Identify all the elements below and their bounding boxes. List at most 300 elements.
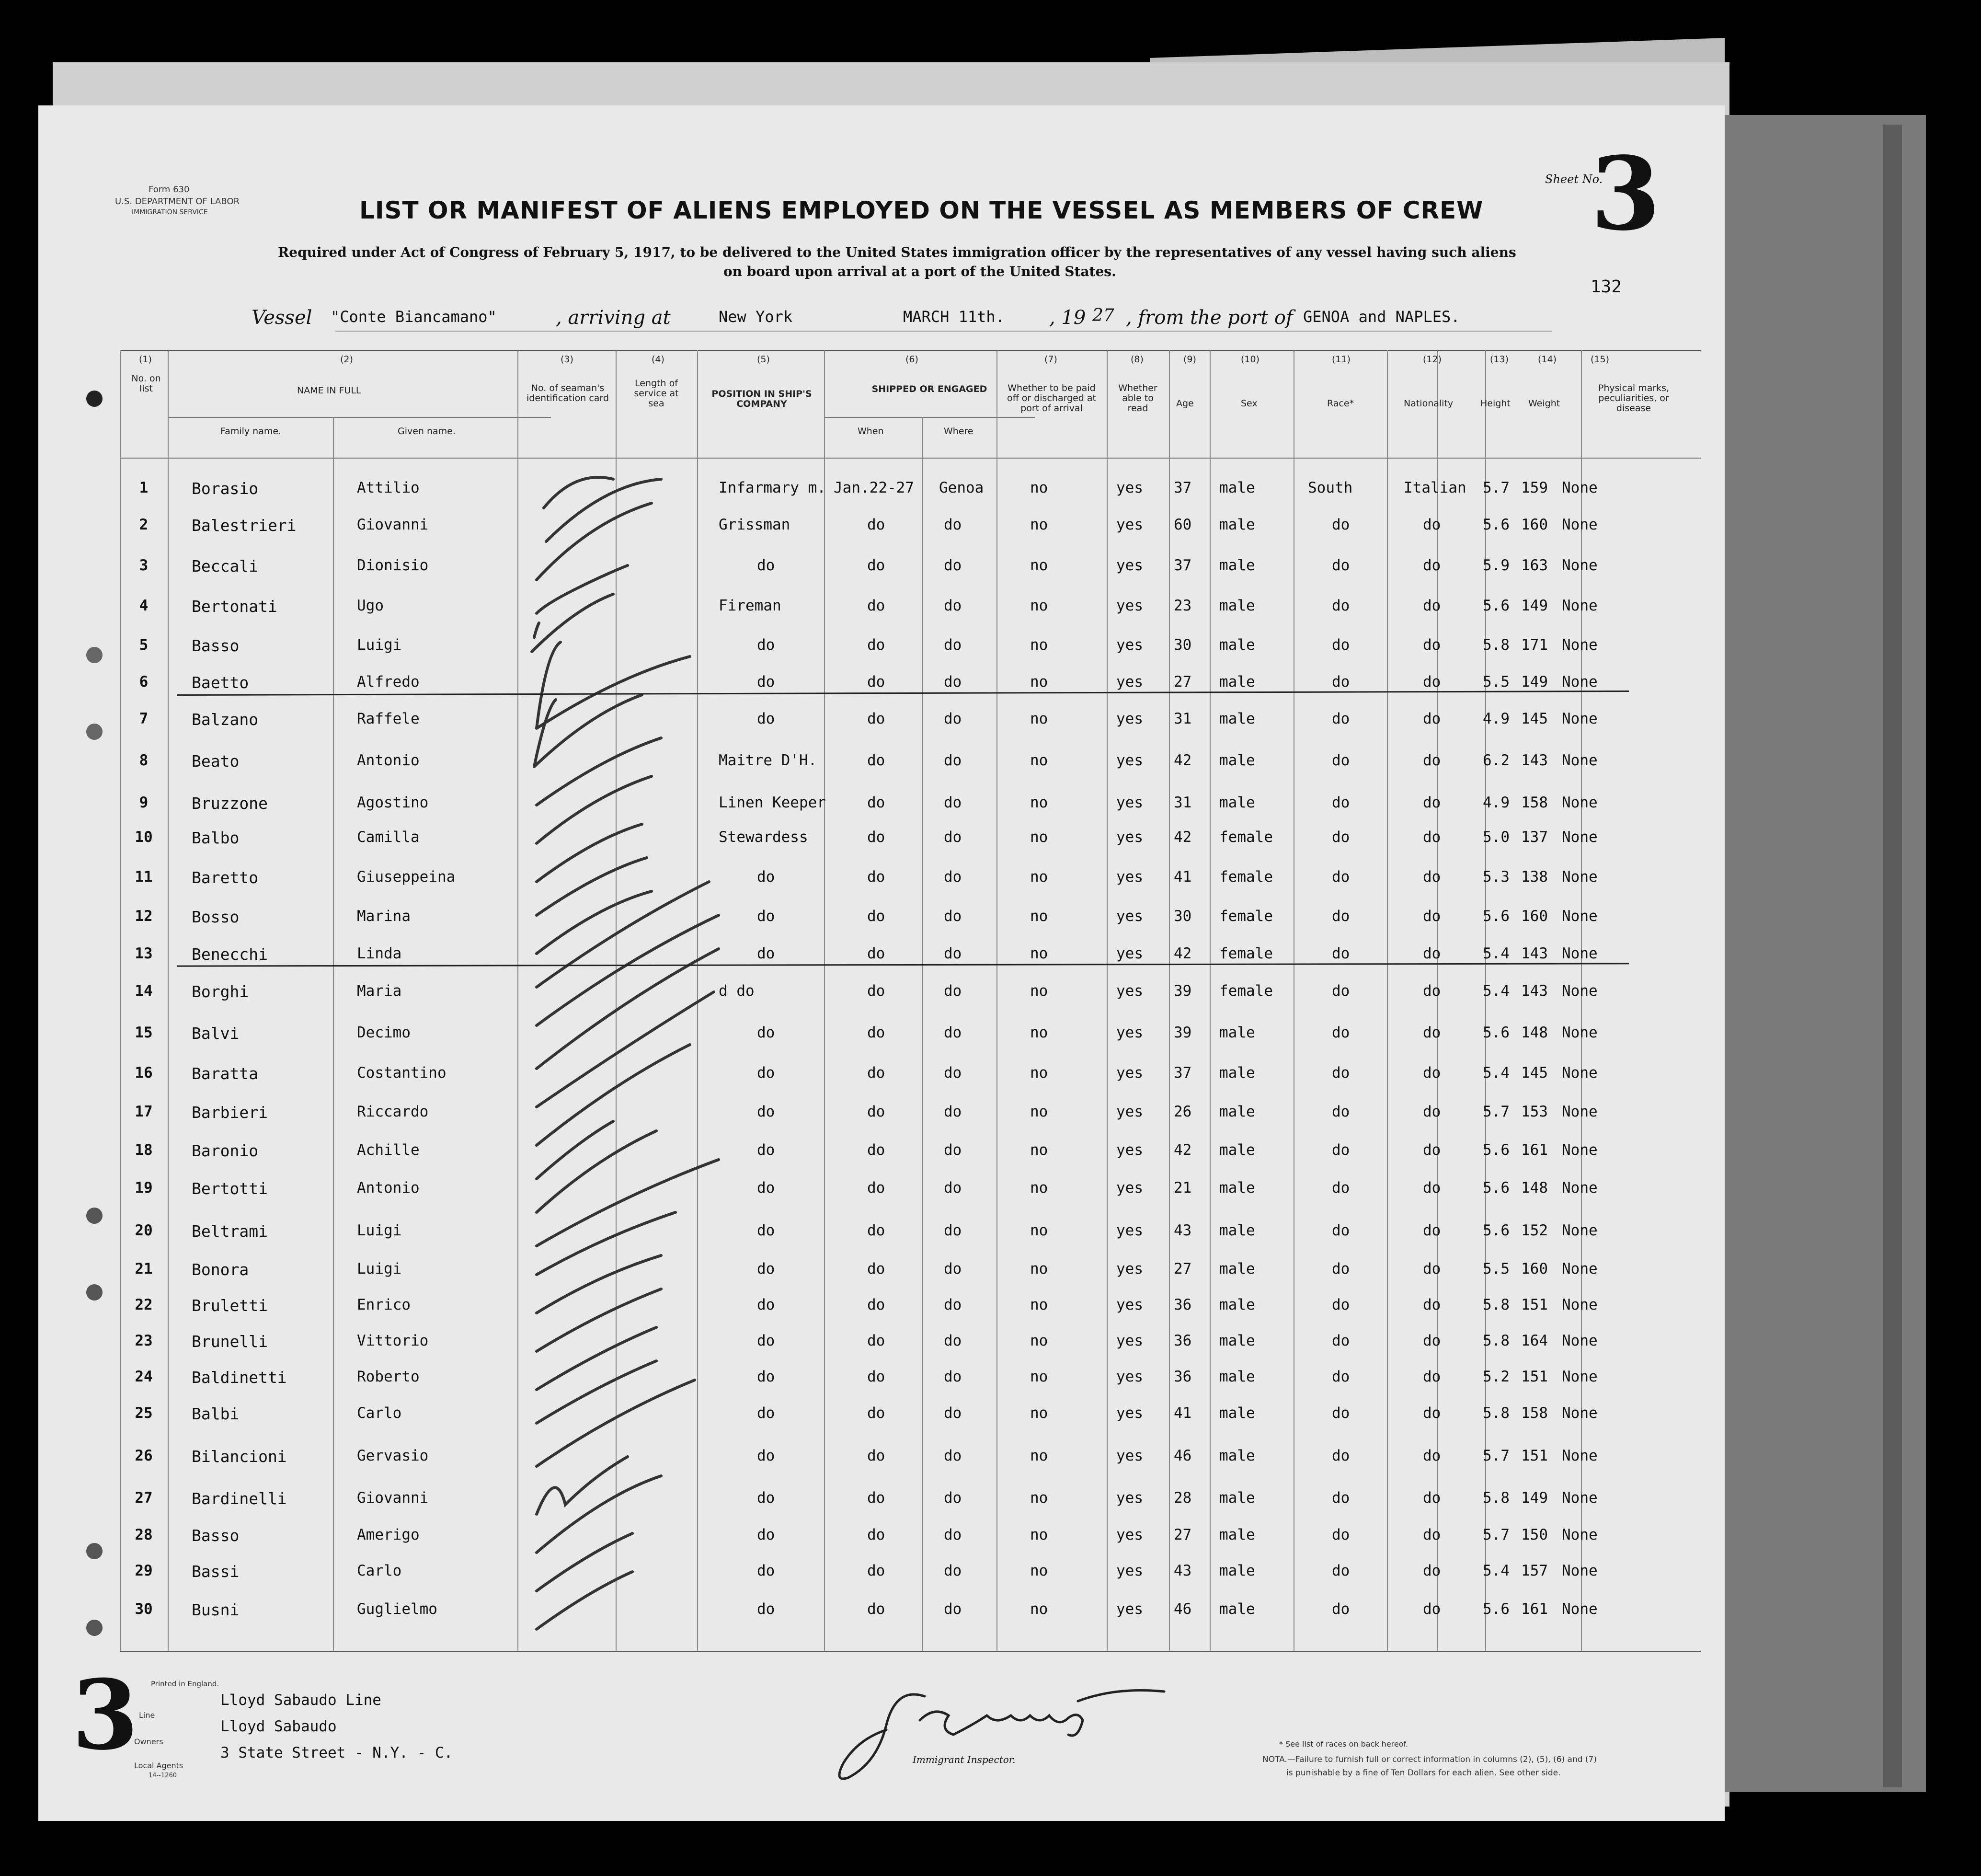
- physical-marks: None: [1562, 636, 1598, 654]
- able-to-read: yes: [1116, 908, 1143, 925]
- race: do: [1332, 1024, 1350, 1041]
- col-num: (2): [340, 354, 353, 365]
- manifest-page: [38, 105, 1725, 1821]
- weight: 149: [1521, 1489, 1548, 1507]
- nationality: do: [1423, 1260, 1441, 1278]
- position: Infarmary m.: [719, 479, 826, 496]
- position: do: [757, 1064, 775, 1082]
- race: do: [1332, 1404, 1350, 1422]
- given-name: Luigi: [357, 1222, 402, 1239]
- family-name: Basso: [192, 636, 240, 655]
- height: 5.6: [1483, 908, 1510, 925]
- position: do: [757, 945, 775, 962]
- nationality: do: [1423, 982, 1441, 1000]
- row-number: 8: [139, 752, 149, 769]
- given-name: Marina: [357, 908, 411, 925]
- punch-hole: [86, 724, 103, 740]
- height: 5.2: [1483, 1368, 1510, 1385]
- family-name: Balvi: [192, 1024, 240, 1043]
- family-name: Balzano: [192, 710, 259, 729]
- sex: male: [1219, 516, 1255, 533]
- col-num: (7): [1044, 354, 1057, 365]
- family-name: Bardinelli: [192, 1489, 287, 1508]
- shipped-where: do: [944, 1600, 962, 1618]
- weight: 158: [1521, 794, 1548, 811]
- able-to-read: yes: [1116, 516, 1143, 533]
- able-to-read: yes: [1116, 1064, 1143, 1082]
- shipped-when: do: [867, 868, 885, 886]
- position: d do: [719, 982, 755, 1000]
- position: do: [757, 1103, 775, 1120]
- paid-off: no: [1030, 636, 1048, 654]
- age: 41: [1174, 868, 1192, 886]
- sex: male: [1219, 794, 1255, 811]
- paid-off: no: [1030, 1222, 1048, 1239]
- header-race: Race*: [1327, 398, 1354, 409]
- line-label: Line: [139, 1711, 155, 1720]
- paid-off: no: [1030, 557, 1048, 574]
- header-bottom-rule: [120, 458, 1701, 459]
- row-number: 12: [135, 908, 153, 925]
- paid-off: no: [1030, 868, 1048, 886]
- weight: 143: [1521, 945, 1548, 962]
- arriving-port: New York: [719, 308, 793, 326]
- family-name: Balbo: [192, 829, 240, 847]
- shipped-where: Genoa: [939, 479, 984, 496]
- shipped-where: do: [944, 636, 962, 654]
- age: 43: [1174, 1562, 1192, 1579]
- family-name: Baratta: [192, 1064, 259, 1083]
- shipped-when: do: [867, 1368, 885, 1385]
- physical-marks: None: [1562, 1368, 1598, 1385]
- paid-off: no: [1030, 516, 1048, 533]
- header-age: Age: [1176, 398, 1194, 409]
- age: 42: [1174, 1141, 1192, 1159]
- able-to-read: yes: [1116, 1404, 1143, 1422]
- physical-marks: None: [1562, 945, 1598, 962]
- able-to-read: yes: [1116, 982, 1143, 1000]
- service: IMMIGRATION SERVICE: [132, 208, 208, 216]
- given-name: Raffele: [357, 710, 420, 727]
- nationality: do: [1423, 557, 1441, 574]
- able-to-read: yes: [1116, 710, 1143, 727]
- given-name: Agostino: [357, 794, 429, 811]
- position: do: [757, 1447, 775, 1464]
- header-family-name: Family name.: [220, 426, 282, 437]
- shipped-where: do: [944, 516, 962, 533]
- given-name: Giovanni: [357, 1489, 429, 1507]
- given-name: Guglielmo: [357, 1600, 437, 1618]
- race: do: [1332, 1368, 1350, 1385]
- family-name: Beltrami: [192, 1222, 268, 1241]
- physical-marks: None: [1562, 1526, 1598, 1543]
- family-name: Barbieri: [192, 1103, 268, 1122]
- col-rule: [922, 417, 923, 1651]
- given-name: Gervasio: [357, 1447, 429, 1464]
- sex: male: [1219, 1368, 1255, 1385]
- given-name: Carlo: [357, 1562, 402, 1579]
- voyage-underline: [335, 331, 1552, 332]
- physical-marks: None: [1562, 1296, 1598, 1313]
- able-to-read: yes: [1116, 1332, 1143, 1349]
- shipped-subrule: [824, 417, 1035, 418]
- height: 5.4: [1483, 945, 1510, 962]
- height: 5.3: [1483, 868, 1510, 886]
- shipped-where: do: [944, 1368, 962, 1385]
- given-name: Carlo: [357, 1404, 402, 1422]
- row-strikethrough: [177, 963, 1629, 967]
- age: 37: [1174, 557, 1192, 574]
- given-name: Linda: [357, 945, 402, 962]
- inspector-label: Immigrant Inspector.: [913, 1754, 1016, 1765]
- shipped-when: do: [867, 1332, 885, 1349]
- weight: 148: [1521, 1179, 1548, 1197]
- weight: 160: [1521, 1260, 1548, 1278]
- nationality: do: [1423, 1141, 1441, 1159]
- col-num: (4): [652, 354, 664, 365]
- col-rule: [120, 350, 121, 1651]
- age: 39: [1174, 982, 1192, 1000]
- row-number: 17: [135, 1103, 153, 1120]
- given-name: Luigi: [357, 1260, 402, 1278]
- row-number: 16: [135, 1064, 153, 1082]
- race: do: [1332, 1526, 1350, 1543]
- punch-hole: [86, 391, 103, 407]
- weight: 160: [1521, 908, 1548, 925]
- punch-hole: [86, 1620, 103, 1636]
- height: 5.8: [1483, 1404, 1510, 1422]
- sex: female: [1219, 982, 1273, 1000]
- shipped-when: do: [867, 1064, 885, 1082]
- nationality: do: [1423, 1368, 1441, 1385]
- height: 5.5: [1483, 673, 1510, 691]
- height: 5.4: [1483, 1562, 1510, 1579]
- sex: male: [1219, 1260, 1255, 1278]
- col-num: (6): [905, 354, 918, 365]
- family-name: Balestrieri: [192, 516, 297, 535]
- physical-marks: None: [1562, 794, 1598, 811]
- header-when: When: [858, 426, 884, 437]
- weight: 143: [1521, 752, 1548, 769]
- race: do: [1332, 908, 1350, 925]
- height: 5.6: [1483, 597, 1510, 614]
- family-name: Bertonati: [192, 597, 277, 616]
- given-name: Costantino: [357, 1064, 447, 1082]
- punch-hole: [86, 1284, 103, 1301]
- race: South: [1308, 479, 1353, 496]
- from-port: GENOA and NAPLES.: [1303, 308, 1460, 326]
- header-weight: Weight: [1528, 398, 1560, 409]
- given-name: Achille: [357, 1141, 420, 1159]
- able-to-read: yes: [1116, 1489, 1143, 1507]
- race: do: [1332, 1600, 1350, 1618]
- weight: 150: [1521, 1526, 1548, 1543]
- position: do: [757, 1332, 775, 1349]
- shipped-when: do: [867, 636, 885, 654]
- age: 36: [1174, 1368, 1192, 1385]
- shipped-when: do: [867, 1489, 885, 1507]
- sex: male: [1219, 557, 1255, 574]
- nationality: do: [1423, 1447, 1441, 1464]
- shipped-when: do: [867, 516, 885, 533]
- shipped-when: do: [867, 1103, 885, 1120]
- paid-off: no: [1030, 1064, 1048, 1082]
- col-num: (12): [1423, 354, 1442, 365]
- col-num: (13): [1490, 354, 1509, 365]
- nationality: do: [1423, 752, 1441, 769]
- height: 5.9: [1483, 557, 1510, 574]
- nota-line2: is punishable by a fine of Ten Dollars for each alien. See other side.: [1286, 1768, 1561, 1778]
- age: 30: [1174, 636, 1192, 654]
- shipped-when: do: [867, 752, 885, 769]
- age: 46: [1174, 1447, 1192, 1464]
- paid-off: no: [1030, 752, 1048, 769]
- weight: 145: [1521, 1064, 1548, 1082]
- race: do: [1332, 597, 1350, 614]
- page-number: 132: [1591, 277, 1622, 297]
- col-num: (15): [1591, 354, 1610, 365]
- row-number: 21: [135, 1260, 153, 1278]
- inspector-signature: [829, 1668, 1193, 1792]
- row-number: 6: [139, 673, 149, 691]
- race: do: [1332, 1260, 1350, 1278]
- col-num: (3): [561, 354, 573, 365]
- height: 5.7: [1483, 479, 1510, 496]
- position: do: [757, 1489, 775, 1507]
- nationality: do: [1423, 710, 1441, 727]
- able-to-read: yes: [1116, 794, 1143, 811]
- position: do: [757, 1141, 775, 1159]
- shipped-where: do: [944, 794, 962, 811]
- given-name: Amerigo: [357, 1526, 420, 1543]
- paid-off: no: [1030, 1332, 1048, 1349]
- height: 4.9: [1483, 710, 1510, 727]
- paid-off: no: [1030, 1404, 1048, 1422]
- shipped-when: do: [867, 829, 885, 846]
- col-num: (8): [1131, 354, 1144, 365]
- family-name: Bruzzone: [192, 794, 268, 813]
- height: 5.6: [1483, 1179, 1510, 1197]
- able-to-read: yes: [1116, 1024, 1143, 1041]
- paid-off: no: [1030, 1024, 1048, 1041]
- shipped-when: do: [867, 557, 885, 574]
- col-num: (1): [139, 354, 152, 365]
- family-name: Beato: [192, 752, 240, 771]
- able-to-read: yes: [1116, 1179, 1143, 1197]
- race: do: [1332, 945, 1350, 962]
- family-name: Baretto: [192, 868, 259, 887]
- given-name: Enrico: [357, 1296, 411, 1313]
- physical-marks: None: [1562, 1447, 1598, 1464]
- sex: male: [1219, 673, 1255, 691]
- family-name: Busni: [192, 1600, 240, 1619]
- paid-off: no: [1030, 1179, 1048, 1197]
- given-name: Alfredo: [357, 673, 420, 691]
- paid-off: no: [1030, 1103, 1048, 1120]
- shipped-when: do: [867, 1260, 885, 1278]
- able-to-read: yes: [1116, 1447, 1143, 1464]
- family-name: Beccali: [192, 557, 259, 575]
- height: 5.7: [1483, 1447, 1510, 1464]
- physical-marks: None: [1562, 868, 1598, 886]
- family-name: Bilancioni: [192, 1447, 287, 1466]
- paid-off: no: [1030, 982, 1048, 1000]
- col-rule: [1210, 350, 1211, 1651]
- row-number: 9: [139, 794, 149, 811]
- nationality: do: [1423, 794, 1441, 811]
- header-where: Where: [944, 426, 973, 437]
- table-top-rule: [120, 350, 1701, 351]
- age: 36: [1174, 1296, 1192, 1313]
- age: 37: [1174, 479, 1192, 496]
- weight: 159: [1521, 479, 1548, 496]
- subtitle-line1: Required under Act of Congress of February 5, 1917, to be delivered to the United States immigration officer by the representatives of any vessel having such aliens: [278, 244, 1516, 260]
- physical-marks: None: [1562, 1222, 1598, 1239]
- nationality: do: [1423, 868, 1441, 886]
- header-no-on-list: No. on list: [131, 373, 161, 394]
- row-number: 2: [139, 516, 149, 533]
- line-value: Lloyd Sabaudo Line: [220, 1692, 381, 1709]
- position: do: [757, 1296, 775, 1313]
- col-rule: [168, 350, 169, 1651]
- able-to-read: yes: [1116, 1141, 1143, 1159]
- position: Grissman: [719, 516, 790, 533]
- sex: male: [1219, 1141, 1255, 1159]
- nationality: do: [1423, 597, 1441, 614]
- able-to-read: yes: [1116, 868, 1143, 886]
- able-to-read: yes: [1116, 1368, 1143, 1385]
- physical-marks: None: [1562, 1141, 1598, 1159]
- shipped-where: do: [944, 1141, 962, 1159]
- shipped-where: do: [944, 908, 962, 925]
- position: Fireman: [719, 597, 781, 614]
- paid-off: no: [1030, 1526, 1048, 1543]
- row-number: 19: [135, 1179, 153, 1197]
- col-num: (14): [1538, 354, 1557, 365]
- age: 23: [1174, 597, 1192, 614]
- table-bottom-rule: [120, 1651, 1701, 1652]
- age: 60: [1174, 516, 1192, 533]
- row-number: 13: [135, 945, 153, 962]
- sheet-label: Sheet No.: [1545, 173, 1603, 186]
- height: 5.8: [1483, 636, 1510, 654]
- height: 5.8: [1483, 1296, 1510, 1313]
- weight: 161: [1521, 1141, 1548, 1159]
- row-number: 10: [135, 829, 153, 846]
- row-number: 3: [139, 557, 149, 574]
- shipped-where: do: [944, 945, 962, 962]
- family-name: Borasio: [192, 479, 259, 498]
- weight: 151: [1521, 1447, 1548, 1464]
- given-name: Roberto: [357, 1368, 420, 1385]
- age: 46: [1174, 1600, 1192, 1618]
- nationality: do: [1423, 829, 1441, 846]
- height: 5.4: [1483, 1064, 1510, 1082]
- shipped-when: do: [867, 982, 885, 1000]
- family-name: Bertotti: [192, 1179, 268, 1198]
- position: do: [757, 710, 775, 727]
- race: do: [1332, 829, 1350, 846]
- physical-marks: None: [1562, 479, 1598, 496]
- paid-off: no: [1030, 1368, 1048, 1385]
- sex: male: [1219, 1332, 1255, 1349]
- race: do: [1332, 1141, 1350, 1159]
- paid-off: no: [1030, 1141, 1048, 1159]
- physical-marks: None: [1562, 673, 1598, 691]
- given-name: Riccardo: [357, 1103, 429, 1120]
- col-rule: [1169, 350, 1170, 1651]
- weight: 149: [1521, 597, 1548, 614]
- row-number: 4: [139, 597, 149, 614]
- able-to-read: yes: [1116, 597, 1143, 614]
- nationality: do: [1423, 908, 1441, 925]
- shipped-where: do: [944, 597, 962, 614]
- nationality: do: [1423, 1296, 1441, 1313]
- height: 5.7: [1483, 1103, 1510, 1120]
- shipped-when: do: [867, 597, 885, 614]
- col-num: (10): [1241, 354, 1260, 365]
- shipped-when: do: [867, 1179, 885, 1197]
- weight: 143: [1521, 982, 1548, 1000]
- shipped-when: do: [867, 794, 885, 811]
- able-to-read: yes: [1116, 1562, 1143, 1579]
- shipped-where: do: [944, 557, 962, 574]
- row-number: 20: [135, 1222, 153, 1239]
- race: do: [1332, 1332, 1350, 1349]
- given-name: Maria: [357, 982, 402, 1000]
- header-nationality: Nationality: [1404, 398, 1454, 409]
- race: do: [1332, 1179, 1350, 1197]
- header-given-name: Given name.: [398, 426, 456, 437]
- family-name: Baronio: [192, 1141, 259, 1160]
- position: do: [757, 1260, 775, 1278]
- year-suffix: 27: [1092, 306, 1114, 325]
- able-to-read: yes: [1116, 673, 1143, 691]
- printed-note: Printed in England.: [151, 1680, 219, 1688]
- from-label: , from the port of: [1126, 307, 1293, 329]
- weight: 151: [1521, 1296, 1548, 1313]
- race: do: [1332, 710, 1350, 727]
- shipped-when: do: [867, 673, 885, 691]
- age: 30: [1174, 908, 1192, 925]
- sex: male: [1219, 1404, 1255, 1422]
- row-number: 23: [135, 1332, 153, 1349]
- nationality: do: [1423, 1526, 1441, 1543]
- shipped-when: do: [867, 710, 885, 727]
- able-to-read: yes: [1116, 479, 1143, 496]
- height: 5.8: [1483, 1489, 1510, 1507]
- race: do: [1332, 636, 1350, 654]
- family-name: Bassi: [192, 1562, 240, 1581]
- physical-marks: None: [1562, 597, 1598, 614]
- race: do: [1332, 673, 1350, 691]
- able-to-read: yes: [1116, 557, 1143, 574]
- weight: 151: [1521, 1368, 1548, 1385]
- col-rule: [824, 350, 825, 1651]
- position: do: [757, 868, 775, 886]
- nationality: do: [1423, 1179, 1441, 1197]
- age: 37: [1174, 1064, 1192, 1082]
- given-name: Vittorio: [357, 1332, 429, 1349]
- position: do: [757, 1024, 775, 1041]
- height: 5.0: [1483, 829, 1510, 846]
- punch-hole: [86, 1543, 103, 1559]
- paid-off: no: [1030, 908, 1048, 925]
- shipped-when: do: [867, 1141, 885, 1159]
- family-name: Brunelli: [192, 1332, 268, 1351]
- shipped-where: do: [944, 673, 962, 691]
- age: 21: [1174, 1179, 1192, 1197]
